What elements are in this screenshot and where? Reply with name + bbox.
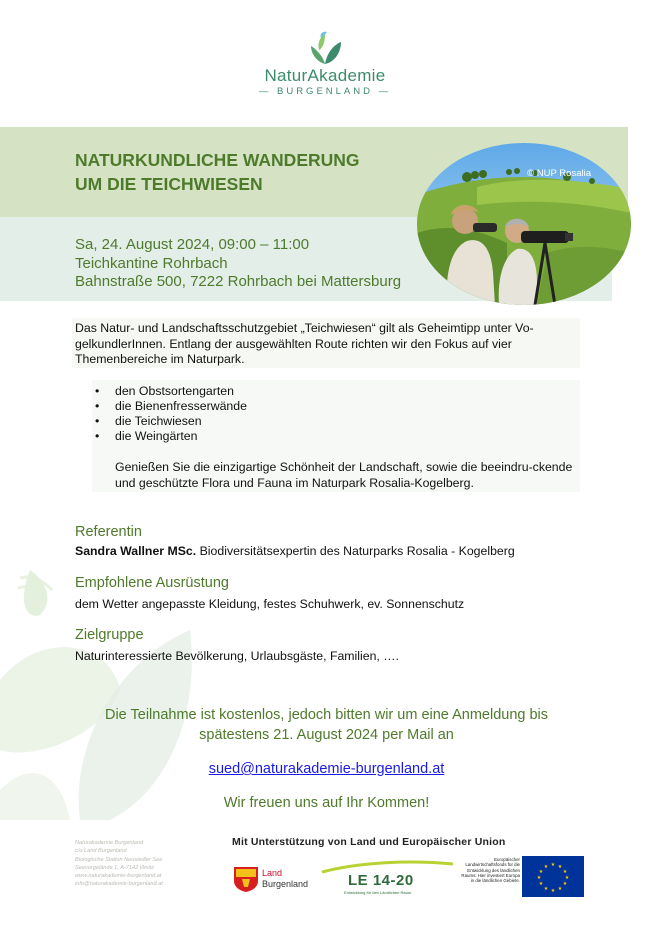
enjoy-paragraph: Genießen Sie die einzigartige Schönheit der Landschaft, sowie die beeindru-ckende und geschützte Flora und Fauna im Naturpark Rosalia-Kogelberg. xyxy=(115,460,573,490)
registration-notice xyxy=(60,706,593,745)
event-photo xyxy=(417,143,631,305)
title-line-1: NATURKUNDLICHE WANDERUNG xyxy=(75,150,360,170)
page-title xyxy=(75,148,435,196)
referent-name: Sandra Wallner MSc. xyxy=(75,544,197,558)
logo-region: — BURGENLAND — xyxy=(258,86,392,97)
svg-text:★: ★ xyxy=(550,862,556,868)
land-line-1: Land xyxy=(262,868,283,878)
support-heading: Mit Unterstützung von Land und Europäischer Union xyxy=(232,836,506,848)
le-14-20-logo xyxy=(320,858,455,898)
le-text: LE 14-20 xyxy=(348,872,414,889)
notice-line-1: Die Teilnahme ist kostenlos, jedoch bitten wir um eine Anmeldung bis xyxy=(104,707,549,723)
event-venue: Teichkantine Rohrbach xyxy=(75,254,228,272)
referent-text xyxy=(75,543,515,559)
address-email-link[interactable]: info@naturakademie-burgenland.at xyxy=(75,881,163,888)
eu-flag xyxy=(522,856,584,897)
equipment-text: dem Wetter angepasste Kleidung, festes Schuhwerk, ev. Sonnenschutz xyxy=(75,597,465,611)
svg-text:★: ★ xyxy=(543,864,549,870)
land-line-2: Burgenland xyxy=(262,878,309,889)
address-line: Biologische Station Neusiedler See xyxy=(75,856,163,863)
target-group-text: Naturinteressierte Bevölkerung, Urlaubsgäste, Familien, …. xyxy=(75,649,399,663)
svg-text:★: ★ xyxy=(543,886,549,892)
svg-text:★: ★ xyxy=(536,875,542,881)
address-line: c/o Land Burgenland xyxy=(75,848,127,855)
target-group-heading: Zielgruppe xyxy=(75,627,144,643)
svg-text:★: ★ xyxy=(562,881,568,887)
referent-role: Biodiversitätsexpertin des Naturparks Rosalia - Kogelberg xyxy=(196,544,515,558)
referent-heading: Referentin xyxy=(75,524,142,540)
list-item: • die Teichwiesen xyxy=(95,414,247,429)
event-address: Bahnstraße 500, 7222 Rohrbach bei Mattersburg xyxy=(75,273,402,290)
footer-address xyxy=(75,839,205,889)
intro-paragraph: Das Natur- und Landschaftsschutzgebiet „Teichwiesen“ gilt als Geheimtipp unter Vo-gelkundlerInnen. Entlang der ausgewählten Route richten wir den Fokus auf vier Themenbereiche im Naturpark. xyxy=(75,321,534,366)
svg-text:★: ★ xyxy=(562,869,568,875)
address-line: Naturakademie Burgenland xyxy=(75,840,144,846)
title-line-2: UM DIE TEICHWIESEN xyxy=(75,174,263,194)
welcome-text: Wir freuen uns auf Ihr Kommen! xyxy=(223,795,430,811)
equipment-heading: Empfohlene Ausrüstung xyxy=(75,575,229,591)
le-subtitle: Entwicklung für den Ländlichen Raum xyxy=(344,890,412,895)
land-burgenland-logo xyxy=(232,864,318,894)
svg-text:★: ★ xyxy=(564,875,570,881)
svg-text:★: ★ xyxy=(550,888,556,894)
notice-line-2: spätestens 21. August 2024 per Mail an xyxy=(199,726,454,743)
svg-text:★: ★ xyxy=(557,864,563,870)
topics-list xyxy=(95,384,247,444)
leaf-logo-icon xyxy=(305,30,345,66)
event-details xyxy=(75,236,401,292)
logo-name: NaturAkademie xyxy=(264,66,386,85)
naturakademie-logo xyxy=(255,30,395,102)
list-item: • die Weingärten xyxy=(95,429,247,444)
address-line: Seevorgelände 1, A-7142 Illmitz xyxy=(75,864,155,871)
birdwatchers-illustration xyxy=(417,143,631,305)
eu-fund-text: Europäischer Landwirtschaftsfonds für die Entwicklung des ländlichen Raums: Hier investiert Europa in die ländlichen Gebiete. xyxy=(461,857,520,884)
land-burgenland-text xyxy=(262,868,308,889)
list-item: • die Bienenfresserwände xyxy=(95,399,247,414)
burgenland-coat-of-arms-icon xyxy=(232,865,260,893)
eu-stars-icon xyxy=(522,856,584,897)
list-item: • den Obstsortengarten xyxy=(95,384,247,399)
event-datetime: Sa, 24. August 2024, 09:00 – 11:00 xyxy=(75,236,310,253)
photo-credit: © NUP Rosalia xyxy=(527,168,591,179)
svg-text:★: ★ xyxy=(538,869,544,875)
svg-text:★: ★ xyxy=(538,881,544,887)
svg-text:★: ★ xyxy=(557,886,563,892)
email-link[interactable]: sued@naturakademie-burgenland.at xyxy=(208,761,445,777)
address-website-link[interactable]: www.naturakademie-burgenland.at xyxy=(75,873,162,880)
